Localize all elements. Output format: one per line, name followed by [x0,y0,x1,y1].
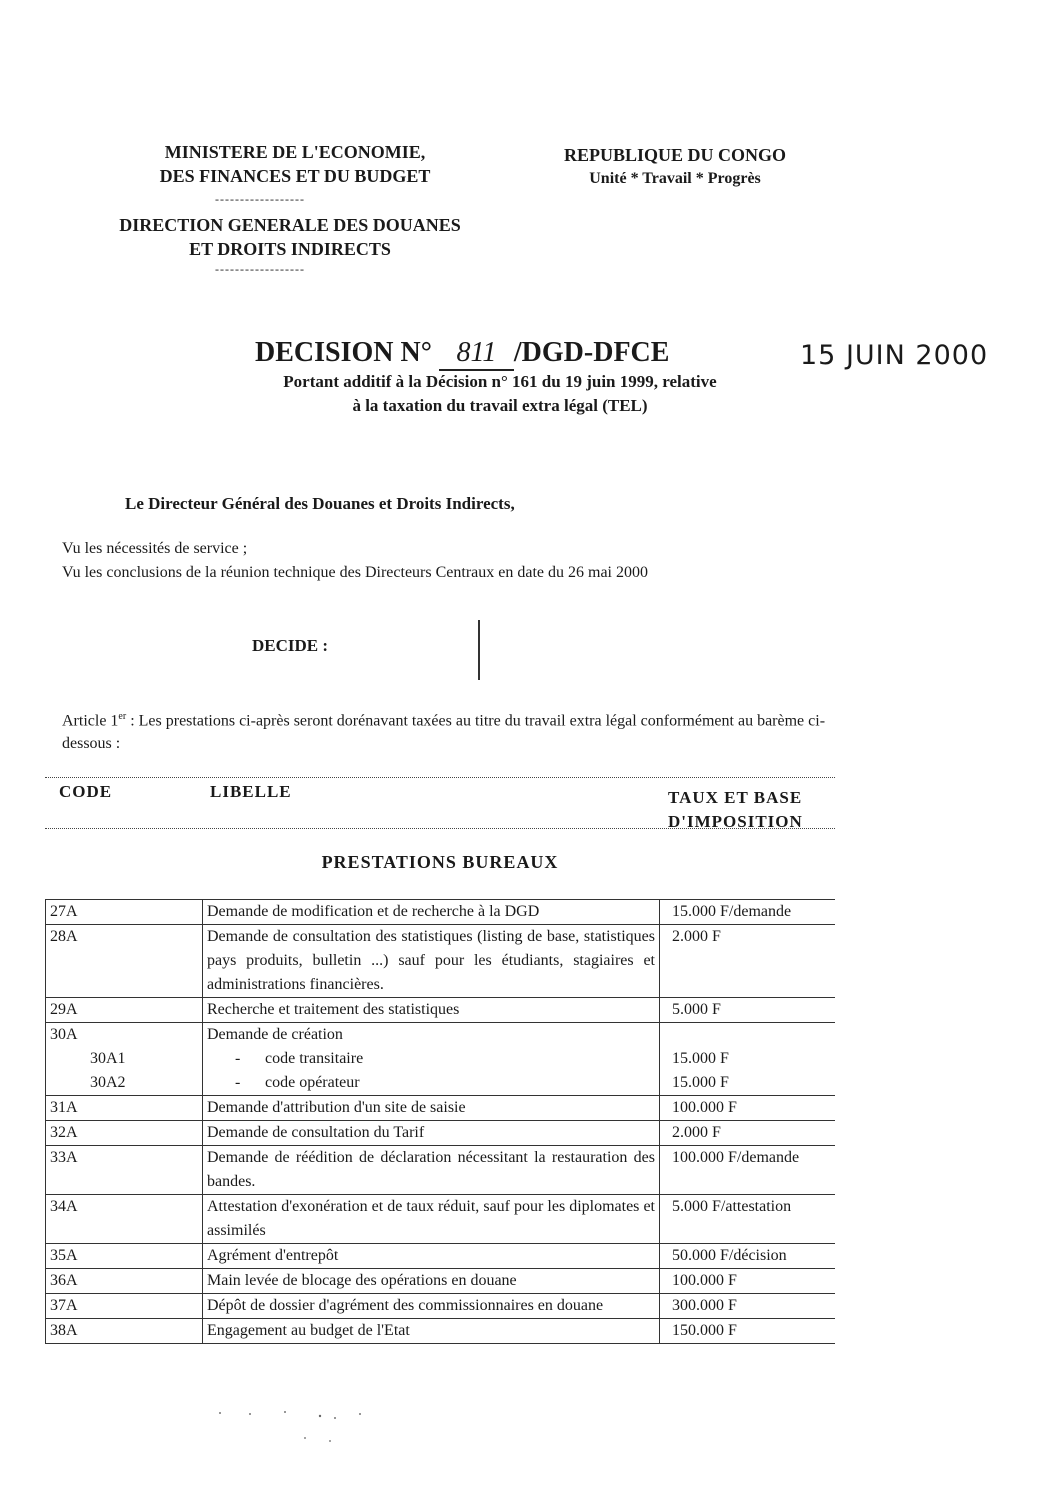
row-libelle: Engagement au budget de l'Etat [203,1319,660,1344]
row-libelle: Demande de modification et de recherche à la DGD [203,900,660,925]
decision-suffix: /DGD-DFCE [513,337,670,368]
article-text: : Les prestations ci-après seront dorénavant taxées au titre du travail extra légal conformément au barème ci-dessous : [62,712,826,753]
subtitle-line-2: à la taxation du travail extra légal (TEL) [352,396,648,415]
table-row [46,1244,836,1269]
article-label-sup: er [118,711,127,722]
director-line: Le Directeur Général des Douanes et Droits Indirects, [125,494,515,513]
tariff-rows [45,899,835,1344]
row-libelle: Recherche et traitement des statistiques [203,998,660,1023]
row-subtaux: 15.000 F [672,1074,729,1091]
table-row [46,1146,836,1195]
table-row [46,925,836,998]
row-taux: 100.000 F/demande [660,1146,836,1195]
article-label: Article 1 [62,712,119,730]
row-libelle: Demande de consultation du Tarif [203,1121,660,1146]
row-taux: 5.000 F [660,998,836,1023]
row-code: 36A [46,1269,203,1294]
row-code: 37A [46,1294,203,1319]
decision-subtitle [200,370,800,418]
consideration-2: Vu les conclusions de la réunion technique des Directeurs Centraux en date du 26 mai 2000 [62,564,648,581]
row-libelle: Dépôt de dossier d'agrément des commissionnaires en douane [203,1294,660,1319]
table-row [46,1023,836,1096]
table-row [46,1121,836,1146]
scan-noise [210,1408,410,1458]
consideration-1: Vu les nécessités de service ; [62,540,248,557]
direction-line-1: DIRECTION GENERALE DES DOUANES [119,215,461,235]
table-row [46,1319,836,1344]
row-taux [660,1023,836,1096]
row-code: 34A [46,1195,203,1244]
row-code [46,1023,203,1096]
row-taux: 2.000 F [660,925,836,998]
row-taux: 50.000 F/décision [660,1244,836,1269]
row-taux: 150.000 F [660,1319,836,1344]
bullet-mark: - [235,1074,241,1091]
row-taux: 15.000 F/demande [660,900,836,925]
article-1 [62,705,852,755]
table-row [46,1294,836,1319]
direction-header [60,213,520,261]
row-libelle: Demande de réédition de déclaration nécessitant la restauration des bandes. [203,1146,660,1195]
header-taux-2: D'IMPOSITION [668,812,803,831]
row-taux: 5.000 F/attestation [660,1195,836,1244]
row-subcode: 30A2 [90,1074,126,1091]
header-separator: ------------------ [215,262,305,276]
header-taux-1: TAUX ET BASE [668,788,803,807]
ministry-line-1: MINISTERE DE L'ECONOMIE, [164,142,426,162]
header-code: CODE [59,782,113,801]
row-taux-main [672,1023,831,1047]
row-sublibelle [207,1047,655,1071]
margin-mark [478,620,480,680]
subtitle-line-1: Portant additif à la Décision n° 161 du 19 juin 1999, relative [283,372,717,391]
table-row [46,1269,836,1294]
row-taux: 100.000 F [660,1269,836,1294]
republic-name: REPUBLIQUE DU CONGO [563,145,787,165]
row-code-main: 30A [50,1026,78,1043]
row-taux: 300.000 F [660,1294,836,1319]
table-row [46,900,836,925]
direction-line-2: ET DROITS INDIRECTS [189,239,391,259]
row-code: 29A [46,998,203,1023]
table-row [46,1096,836,1121]
row-sublibelle-text: code opérateur [265,1074,360,1091]
row-libelle: Demande de consultation des statistiques (listing de base, statistiques pays produits, bulletin ...) sauf pour les étudiants, stagiaires et administrations financières. [203,925,660,998]
row-taux: 100.000 F [660,1096,836,1121]
table-header [45,777,835,829]
row-libelle [203,1023,660,1096]
header-libelle: LIBELLE [210,782,292,801]
decision-prefix: DECISION N° [255,337,432,368]
bullet-mark: - [235,1050,241,1067]
row-subtaux: 15.000 F [672,1050,729,1067]
republic-header [530,143,820,191]
header-separator: ------------------ [215,192,305,206]
table-row [46,998,836,1023]
row-code: 33A [46,1146,203,1195]
ministry-line-2: DES FINANCES ET DU BUDGET [159,166,431,186]
row-code: 27A [46,900,203,925]
decision-title [255,337,669,371]
section-title: PRESTATIONS BUREAUX [321,852,559,872]
table-row [46,1195,836,1244]
row-code: 35A [46,1244,203,1269]
row-libelle: Demande d'attribution d'un site de saisie [203,1096,660,1121]
row-code: 38A [46,1319,203,1344]
row-libelle-main: Demande de création [207,1026,343,1043]
row-libelle: Agrément d'entrepôt [203,1244,660,1269]
decision-date-stamp: 15 JUIN 2000 [800,340,989,371]
row-sublibelle-text: code transitaire [265,1050,364,1067]
row-code: 28A [46,925,203,998]
decision-number: 811 [439,337,514,371]
row-sublibelle [207,1071,655,1095]
row-libelle: Main levée de blocage des opérations en douane [203,1269,660,1294]
row-libelle: Attestation d'exonération et de taux réduit, sauf pour les diplomates et assimilés [203,1195,660,1244]
ministry-header [95,140,495,188]
row-code: 31A [46,1096,203,1121]
republic-motto: Unité * Travail * Progrès [589,170,761,187]
row-code: 32A [46,1121,203,1146]
row-subcode: 30A1 [90,1050,126,1067]
row-taux: 2.000 F [660,1121,836,1146]
decide-heading: DECIDE : [252,636,329,655]
